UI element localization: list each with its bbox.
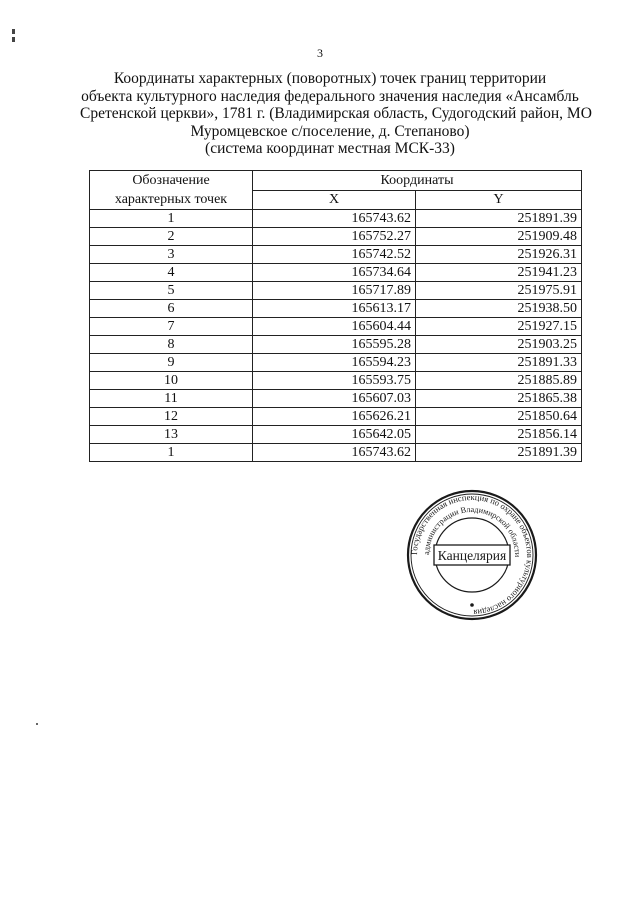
x-coordinate-cell: 165607.03: [253, 390, 416, 408]
x-coordinate-cell: 165642.05: [253, 426, 416, 444]
point-number-cell: 2: [90, 228, 253, 246]
page-number: 3: [317, 46, 323, 60]
table-row: [90, 426, 582, 444]
document-title: [80, 70, 592, 158]
scan-edge-mark: [12, 29, 15, 34]
table-row: [90, 408, 582, 426]
x-coordinate-cell: 165743.62: [253, 210, 416, 228]
y-coordinate-cell: 251903.25: [416, 336, 582, 354]
y-coordinate-cell: 251909.48: [416, 228, 582, 246]
y-coordinate-cell: 251865.38: [416, 390, 582, 408]
y-coordinate-cell: 251856.14: [416, 426, 582, 444]
x-coordinate-cell: 165593.75: [253, 372, 416, 390]
y-coordinate-cell: 251891.39: [416, 444, 582, 462]
x-coordinate-cell: 165734.64: [253, 264, 416, 282]
y-coordinate-cell: 251885.89: [416, 372, 582, 390]
point-number-cell: 10: [90, 372, 253, 390]
x-coordinate-cell: 165743.62: [253, 444, 416, 462]
point-number-cell: 9: [90, 354, 253, 372]
header-point-line1: Обозначение: [132, 173, 210, 188]
title-line: (система координат местная МСК-33): [205, 140, 455, 157]
y-coordinate-cell: 251975.91: [416, 282, 582, 300]
stamp-star-dot: [470, 603, 474, 607]
table-row: [90, 300, 582, 318]
header-y: Y: [416, 190, 582, 210]
y-coordinate-cell: 251927.15: [416, 318, 582, 336]
y-coordinate-cell: 251850.64: [416, 408, 582, 426]
header-point-line2: характерных точек: [114, 192, 228, 207]
point-number-cell: 3: [90, 246, 253, 264]
title-line: Сретенской церкви», 1781 г. (Владимирская область, Судогодский район, МО: [80, 105, 592, 122]
title-line: Муромцевское с/поселение, д. Степаново): [190, 122, 470, 140]
x-coordinate-cell: 165742.52: [253, 246, 416, 264]
table-row: [90, 282, 582, 300]
header-coordinates: Координаты: [253, 171, 582, 191]
point-number-cell: 13: [90, 426, 253, 444]
point-number-cell: 7: [90, 318, 253, 336]
header-point-designation: [90, 171, 253, 210]
table-row: [90, 354, 582, 372]
x-coordinate-cell: 165595.28: [253, 336, 416, 354]
y-coordinate-cell: 251941.23: [416, 264, 582, 282]
table-row: [90, 372, 582, 390]
x-coordinate-cell: 165594.23: [253, 354, 416, 372]
title-line: объекта культурного наследия федерального значения наследия «Ансамбль: [81, 87, 579, 105]
point-number-cell: 12: [90, 408, 253, 426]
title-line: Координаты характерных (поворотных) точек границ территории: [113, 70, 547, 87]
coordinates-table: [89, 170, 582, 462]
table-row: [90, 336, 582, 354]
scan-edge-mark: [12, 37, 15, 42]
office-stamp: [405, 488, 539, 622]
x-coordinate-cell: 165626.21: [253, 408, 416, 426]
table-row: [90, 264, 582, 282]
y-coordinate-cell: 251891.33: [416, 354, 582, 372]
stamp-center-text: Канцелярия: [437, 548, 507, 563]
point-number-cell: 5: [90, 282, 253, 300]
x-coordinate-cell: 165604.44: [253, 318, 416, 336]
y-coordinate-cell: 251926.31: [416, 246, 582, 264]
point-number-cell: 8: [90, 336, 253, 354]
y-coordinate-cell: 251891.39: [416, 210, 582, 228]
point-number-cell: 1: [90, 444, 253, 462]
table-row: [90, 318, 582, 336]
table-body: [90, 210, 582, 462]
scan-speck: [36, 723, 38, 725]
y-coordinate-cell: 251938.50: [416, 300, 582, 318]
point-number-cell: 11: [90, 390, 253, 408]
point-number-cell: 4: [90, 264, 253, 282]
header-x: X: [253, 190, 416, 210]
table-row: [90, 444, 582, 462]
point-number-cell: 6: [90, 300, 253, 318]
x-coordinate-cell: 165717.89: [253, 282, 416, 300]
stamp-outer-text: Государственная инспекция по охране объектов культурного наследия: [408, 491, 536, 619]
x-coordinate-cell: 165613.17: [253, 300, 416, 318]
stamp-inner-text: администрации Владимирской области: [421, 504, 523, 558]
table-row: [90, 246, 582, 264]
x-coordinate-cell: 165752.27: [253, 228, 416, 246]
table-row: [90, 390, 582, 408]
table-row: [90, 210, 582, 228]
table-row: [90, 228, 582, 246]
point-number-cell: 1: [90, 210, 253, 228]
